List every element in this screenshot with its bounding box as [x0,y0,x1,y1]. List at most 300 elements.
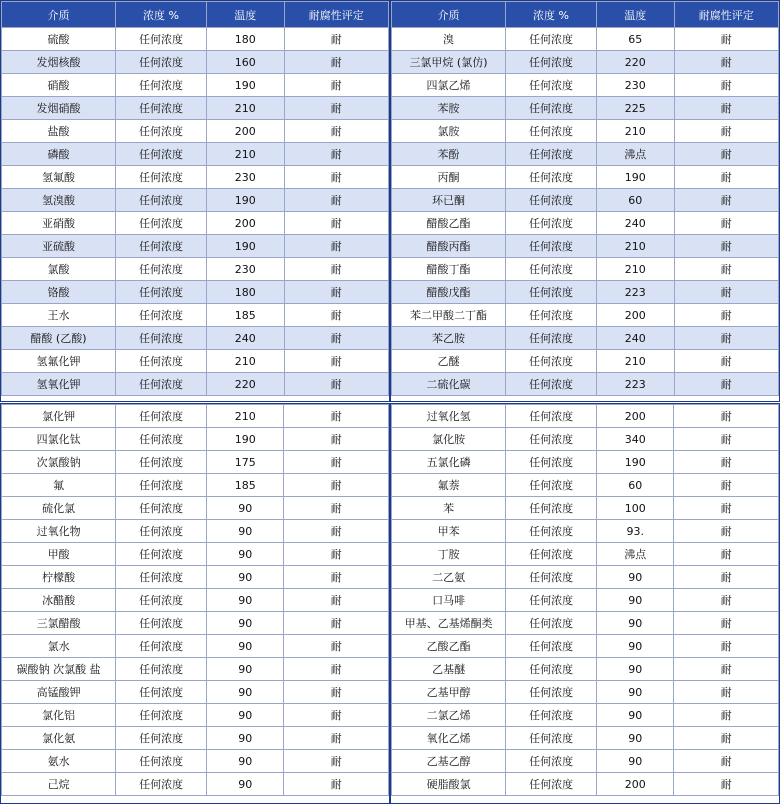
table-row [392,497,779,520]
cell-concentration: 任何浓度 [115,327,206,350]
cell-concentration: 任何浓度 [506,750,597,773]
table-row [2,373,389,396]
cell-concentration: 任何浓度 [505,28,596,51]
cell-concentration: 任何浓度 [115,28,206,51]
cell-medium: 二硫化碳 [392,373,506,396]
table-row [392,143,779,166]
table-row [392,166,779,189]
cell-concentration: 任何浓度 [115,97,206,120]
table-row [2,304,389,327]
table-row [392,658,779,681]
cell-concentration: 任何浓度 [506,428,597,451]
cell-concentration: 任何浓度 [505,189,596,212]
cell-rating: 耐 [674,212,778,235]
cell-rating: 耐 [674,635,779,658]
cell-temperature: 200 [596,304,674,327]
cell-concentration: 任何浓度 [505,281,596,304]
table-row [2,474,389,497]
cell-rating: 耐 [674,750,779,773]
cell-rating: 耐 [284,566,389,589]
cell-medium: 醋酸 (乙酸) [2,327,116,350]
table-row [392,327,779,350]
cell-rating: 耐 [284,350,388,373]
cell-rating: 耐 [284,612,389,635]
cell-concentration: 任何浓度 [506,566,597,589]
table-row [392,773,779,796]
cell-medium: 丁胺 [392,543,506,566]
cell-concentration: 任何浓度 [505,212,596,235]
cell-temperature: 175 [207,451,284,474]
cell-medium: 氨水 [2,750,116,773]
cell-concentration: 任何浓度 [116,704,207,727]
table-row [392,704,779,727]
cell-temperature: 90 [207,497,284,520]
table-row [2,51,389,74]
cell-rating: 耐 [284,704,389,727]
table-row [2,589,389,612]
table-row [392,428,779,451]
table-row [392,727,779,750]
cell-temperature: 90 [207,635,284,658]
table-row [392,681,779,704]
cell-medium: 高锰酸钾 [2,681,116,704]
cell-temperature: 185 [206,304,284,327]
cell-medium: 口马啡 [392,589,506,612]
table-row [392,635,779,658]
cell-rating: 耐 [674,704,779,727]
cell-medium: 环已酮 [392,189,506,212]
cell-concentration: 任何浓度 [505,97,596,120]
header-medium: 介质 [392,2,506,28]
cell-concentration: 任何浓度 [115,212,206,235]
table-row [2,281,389,304]
cell-temperature: 200 [206,120,284,143]
table-row [2,350,389,373]
table-row [2,612,389,635]
cell-medium: 乙基乙醇 [392,750,506,773]
cell-medium: 硬脂酸氯 [392,773,506,796]
table-row [392,304,779,327]
cell-rating: 耐 [284,428,389,451]
cell-concentration: 任何浓度 [505,51,596,74]
cell-concentration: 任何浓度 [116,474,207,497]
table-row [2,28,389,51]
cell-concentration: 任何浓度 [506,543,597,566]
cell-temperature: 190 [597,451,674,474]
cell-concentration: 任何浓度 [506,727,597,750]
cell-rating: 耐 [284,212,388,235]
cell-rating: 耐 [284,373,388,396]
cell-temperature: 100 [597,497,674,520]
cell-concentration: 任何浓度 [116,773,207,796]
cell-rating: 耐 [674,589,779,612]
cell-temperature: 160 [206,51,284,74]
cell-rating: 耐 [674,405,779,428]
cell-medium: 三氯甲烷 (氯仿) [392,51,506,74]
cell-temperature: 210 [596,258,674,281]
cell-temperature: 225 [596,97,674,120]
table-row [392,97,779,120]
cell-temperature: 90 [207,681,284,704]
table-row [2,635,389,658]
header-rating: 耐腐性评定 [284,2,388,28]
table-row [392,258,779,281]
cell-medium: 磷酸 [2,143,116,166]
table-row [2,543,389,566]
cell-concentration: 任何浓度 [116,566,207,589]
cell-rating: 耐 [284,474,389,497]
cell-medium: 氯水 [2,635,116,658]
table-row [392,589,779,612]
cell-rating: 耐 [674,304,778,327]
cell-medium: 醋酸丙酯 [392,235,506,258]
cell-rating: 耐 [674,520,779,543]
cell-medium: 氯酸 [2,258,116,281]
cell-concentration: 任何浓度 [506,520,597,543]
cell-rating: 耐 [284,497,389,520]
cell-concentration: 任何浓度 [506,589,597,612]
header-concentration: 浓度 % [115,2,206,28]
cell-temperature: 210 [206,97,284,120]
cell-temperature: 90 [597,681,674,704]
cell-rating: 耐 [284,258,388,281]
cell-concentration: 任何浓度 [116,681,207,704]
cell-temperature: 沸点 [596,143,674,166]
cell-concentration: 任何浓度 [506,405,597,428]
cell-concentration: 任何浓度 [505,373,596,396]
cell-temperature: 90 [597,635,674,658]
table-row [392,612,779,635]
cell-concentration: 任何浓度 [506,635,597,658]
cell-medium: 氢氟酸 [2,166,116,189]
cell-rating: 耐 [284,281,388,304]
header-row [392,2,779,28]
cell-medium: 苯 [392,497,506,520]
cell-temperature: 90 [207,750,284,773]
cell-concentration: 任何浓度 [116,635,207,658]
cell-rating: 耐 [284,681,389,704]
cell-concentration: 任何浓度 [505,74,596,97]
cell-concentration: 任何浓度 [506,773,597,796]
cell-rating: 耐 [284,589,389,612]
cell-concentration: 任何浓度 [115,281,206,304]
cell-temperature: 210 [596,350,674,373]
cell-medium: 氯化胺 [392,428,506,451]
table-row [2,727,389,750]
cell-medium: 过氧化物 [2,520,116,543]
cell-medium: 碳酸钠 次氯酸 盐 [2,658,116,681]
cell-concentration: 任何浓度 [115,350,206,373]
cell-medium: 乙基醚 [392,658,506,681]
cell-temperature: 90 [207,520,284,543]
cell-rating: 耐 [284,304,388,327]
cell-medium: 氯化铝 [2,704,116,727]
cell-concentration: 任何浓度 [115,120,206,143]
table-row [2,143,389,166]
cell-rating: 耐 [674,327,778,350]
cell-medium: 苯二甲酸二丁酯 [392,304,506,327]
table-row [392,120,779,143]
cell-concentration: 任何浓度 [505,166,596,189]
corrosion-table [391,1,779,396]
cell-concentration: 任何浓度 [116,405,207,428]
cell-rating: 耐 [674,428,779,451]
cell-rating: 耐 [674,566,779,589]
cell-temperature: 210 [207,405,284,428]
cell-temperature: 93. [597,520,674,543]
cell-temperature: 90 [597,566,674,589]
cell-rating: 耐 [674,120,778,143]
cell-medium: 二乙氨 [392,566,506,589]
cell-rating: 耐 [284,51,388,74]
cell-rating: 耐 [284,327,388,350]
cell-medium: 硝酸 [2,74,116,97]
cell-concentration: 任何浓度 [116,428,207,451]
cell-temperature: 210 [596,235,674,258]
cell-medium: 苯乙胺 [392,327,506,350]
cell-rating: 耐 [284,520,389,543]
corrosion-table [1,404,389,796]
table-row [2,520,389,543]
cell-concentration: 任何浓度 [505,235,596,258]
cell-concentration: 任何浓度 [115,304,206,327]
table-row [2,258,389,281]
cell-temperature: 60 [597,474,674,497]
cell-concentration: 任何浓度 [116,543,207,566]
cell-rating: 耐 [674,658,779,681]
cell-concentration: 任何浓度 [506,704,597,727]
cell-rating: 耐 [674,51,778,74]
cell-temperature: 190 [206,189,284,212]
table-row [2,74,389,97]
cell-medium: 醋酸乙酯 [392,212,506,235]
table-row [2,235,389,258]
cell-rating: 耐 [284,727,389,750]
table-row [392,451,779,474]
cell-medium: 三氯醋酸 [2,612,116,635]
table-row [392,373,779,396]
cell-medium: 氯化钾 [2,405,116,428]
cell-temperature: 190 [206,74,284,97]
cell-medium: 甲基、乙基烯酮类 [392,612,506,635]
cell-medium: 苯酚 [392,143,506,166]
table-top-right [390,0,780,402]
table-row [2,327,389,350]
cell-medium: 柠檬酸 [2,566,116,589]
cell-rating: 耐 [674,281,778,304]
cell-medium: 醋酸丁酯 [392,258,506,281]
cell-medium: 甲酸 [2,543,116,566]
cell-concentration: 任何浓度 [116,451,207,474]
cell-temperature: 210 [206,350,284,373]
cell-medium: 氯化氨 [2,727,116,750]
cell-rating: 耐 [284,189,388,212]
table-row [392,350,779,373]
cell-medium: 乙基甲醇 [392,681,506,704]
cell-temperature: 223 [596,373,674,396]
table-row [2,681,389,704]
cell-temperature: 90 [207,566,284,589]
cell-temperature: 60 [596,189,674,212]
cell-concentration: 任何浓度 [115,74,206,97]
cell-concentration: 任何浓度 [116,727,207,750]
cell-medium: 过氧化氢 [392,405,506,428]
cell-rating: 耐 [674,451,779,474]
cell-concentration: 任何浓度 [505,258,596,281]
table-row [392,520,779,543]
cell-medium: 四氯乙烯 [392,74,506,97]
cell-medium: 盐酸 [2,120,116,143]
table-row [392,750,779,773]
cell-temperature: 190 [207,428,284,451]
cell-medium: 四氯化钛 [2,428,116,451]
cell-temperature: 220 [596,51,674,74]
table-row [2,189,389,212]
cell-temperature: 190 [596,166,674,189]
cell-medium: 发烟核酸 [2,51,116,74]
header-temperature: 温度 [206,2,284,28]
cell-concentration: 任何浓度 [505,143,596,166]
cell-temperature: 90 [597,612,674,635]
table-row [2,97,389,120]
cell-concentration: 任何浓度 [116,612,207,635]
table-row [2,566,389,589]
cell-medium: 氯胺 [392,120,506,143]
table-row [2,773,389,796]
cell-medium: 氢溴酸 [2,189,116,212]
cell-rating: 耐 [674,474,779,497]
cell-medium: 氟 [2,474,116,497]
cell-temperature: 210 [596,120,674,143]
cell-temperature: 230 [206,258,284,281]
table-row [2,497,389,520]
cell-concentration: 任何浓度 [115,373,206,396]
cell-concentration: 任何浓度 [505,120,596,143]
cell-concentration: 任何浓度 [505,350,596,373]
table-row [392,28,779,51]
cell-temperature: 200 [597,405,674,428]
table-row [392,281,779,304]
cell-temperature: 90 [207,612,284,635]
corrosion-table [1,1,389,396]
cell-rating: 耐 [674,258,778,281]
cell-rating: 耐 [284,635,389,658]
table-bottom-right [390,403,780,804]
cell-temperature: 223 [596,281,674,304]
cell-temperature: 90 [597,704,674,727]
cell-temperature: 90 [207,727,284,750]
cell-rating: 耐 [674,727,779,750]
table-row [392,212,779,235]
cell-concentration: 任何浓度 [506,658,597,681]
cell-temperature: 90 [597,727,674,750]
cell-rating: 耐 [674,773,779,796]
cell-rating: 耐 [674,235,778,258]
table-row [392,235,779,258]
table-bottom-left [0,403,390,804]
table-row [2,212,389,235]
cell-concentration: 任何浓度 [506,497,597,520]
cell-temperature: 230 [596,74,674,97]
cell-concentration: 任何浓度 [505,327,596,350]
cell-medium: 王水 [2,304,116,327]
table-row [2,451,389,474]
cell-medium: 氢氟化钾 [2,350,116,373]
cell-temperature: 90 [207,543,284,566]
cell-temperature: 65 [596,28,674,51]
cell-medium: 次氯酸钠 [2,451,116,474]
cell-temperature: 90 [597,658,674,681]
cell-temperature: 90 [207,589,284,612]
cell-medium: 冰醋酸 [2,589,116,612]
cell-medium: 醋酸戊酯 [392,281,506,304]
cell-temperature: 200 [597,773,674,796]
cell-medium: 乙酸乙酯 [392,635,506,658]
cell-rating: 耐 [284,405,389,428]
cell-concentration: 任何浓度 [116,589,207,612]
cell-temperature: 340 [597,428,674,451]
cell-temperature: 210 [206,143,284,166]
cell-concentration: 任何浓度 [115,258,206,281]
cell-temperature: 240 [596,327,674,350]
table-row [2,704,389,727]
header-temperature: 温度 [596,2,674,28]
cell-rating: 耐 [674,543,779,566]
cell-medium: 氟萘 [392,474,506,497]
cell-medium: 发烟硝酸 [2,97,116,120]
cell-rating: 耐 [674,681,779,704]
table-row [392,51,779,74]
cell-concentration: 任何浓度 [505,304,596,327]
cell-temperature: 240 [206,327,284,350]
table-row [392,543,779,566]
cell-temperature: 180 [206,28,284,51]
cell-rating: 耐 [284,166,388,189]
cell-rating: 耐 [674,350,778,373]
cell-temperature: 185 [207,474,284,497]
cell-temperature: 90 [597,589,674,612]
cell-medium: 丙酮 [392,166,506,189]
cell-rating: 耐 [284,235,388,258]
cell-rating: 耐 [674,497,779,520]
cell-concentration: 任何浓度 [116,497,207,520]
cell-medium: 五氯化磷 [392,451,506,474]
cell-concentration: 任何浓度 [115,143,206,166]
table-row [2,750,389,773]
cell-rating: 耐 [674,143,778,166]
table-row [392,566,779,589]
cell-rating: 耐 [674,97,778,120]
cell-temperature: 90 [207,658,284,681]
cell-concentration: 任何浓度 [506,474,597,497]
cell-concentration: 任何浓度 [115,235,206,258]
header-concentration: 浓度 % [505,2,596,28]
table-row [2,120,389,143]
table-row [2,428,389,451]
table-top-left [0,0,390,402]
header-row [2,2,389,28]
corrosion-table [391,404,779,796]
cell-temperature: 90 [207,773,284,796]
cell-medium: 氢氧化钾 [2,373,116,396]
cell-rating: 耐 [284,451,389,474]
table-row [392,74,779,97]
cell-temperature: 230 [206,166,284,189]
cell-rating: 耐 [674,166,778,189]
cell-concentration: 任何浓度 [506,451,597,474]
cell-medium: 苯胺 [392,97,506,120]
cell-concentration: 任何浓度 [116,658,207,681]
